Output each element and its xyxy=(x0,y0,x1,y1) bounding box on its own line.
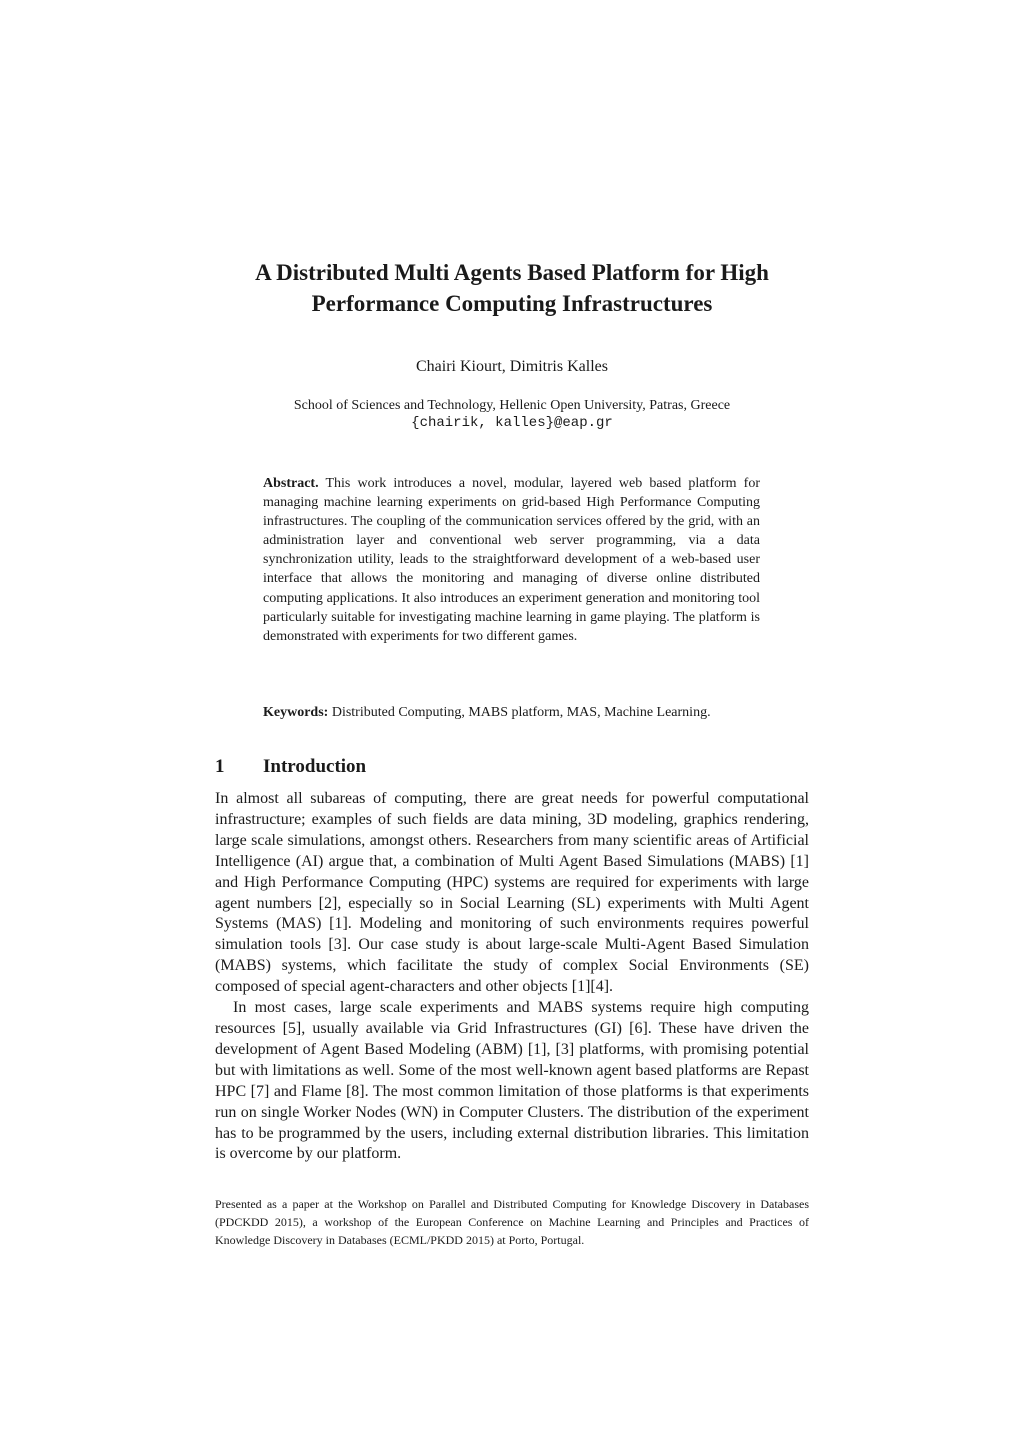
section-heading-introduction xyxy=(215,754,366,780)
author-email: {chairik, kalles}@eap.gr xyxy=(411,415,613,431)
paper-title xyxy=(180,257,844,319)
section-number: 1 xyxy=(215,756,225,777)
paper-title-line-1: A Distributed Multi Agents Based Platform for High xyxy=(255,260,769,285)
section-title: Introduction xyxy=(263,756,367,777)
author-list: Chairi Kiourt, Dimitris Kalles xyxy=(416,358,608,375)
abstract xyxy=(263,474,760,646)
author-affiliation: School of Sciences and Technology, Hellenic Open University, Patras, Greece xyxy=(293,398,731,413)
abstract-text: This work introduces a novel, modular, layered web based platform for managing machine learning experiments on grid-based High Performance Computing infrastructures. The coupling of the communication services offered by the grid, with an administration layer and conventional web server programming, via a data synchronization utility, leads to the straightforward development of a web-based user interface that allows the monitoring and managing of diverse online distributed computing applications. It also introduces an experiment generation and monitoring tool particularly suitable for investigating machine learning in game playing. The platform is demonstrated with experiments for two different games. xyxy=(263,476,760,644)
keywords-label: Keywords: xyxy=(263,705,329,720)
keywords-text: Distributed Computing, MABS platform, MAS, Machine Learning. xyxy=(331,705,711,720)
abstract-label: Abstract. xyxy=(263,476,319,491)
introduction-body xyxy=(215,789,809,1165)
intro-paragraph-2: In most cases, large scale experiments and MABS systems require high computing resources [5], usually available via Grid Infrastructures (GI) [6]. These have driven the development of Agent Based Modeling (ABM) [1], [3] platforms, with promising potential but with limitations as well. Some of the most well-known agent based platforms are Repast HPC [7] and Flame [8]. The most common limitation of those platforms is that experiments run on single Worker Nodes (WN) in Computer Clusters. The distribution of the experiment has to be programmed by the users, including external distribution libraries. This limitation is overcome by our platform. xyxy=(215,999,809,1163)
intro-paragraph-1: In almost all subareas of computing, there are great needs for powerful computational infrastructure; examples of such fields are data mining, 3D modeling, graphics rendering, large scale simulations, amongst others. Researchers from many scientific areas of Artificial Intelligence (AI) argue that, a combination of Multi Agent Based Simulations (MABS) [1] and High Performance Computing (HPC) systems are required for experiments with large agent numbers [2], especially so in Social Learning (SL) experiments with Multi Agent Systems (MAS) [1]. Modeling and monitoring of such environments requires powerful simulation tools [3]. Our case study is about large-scale Multi-Agent Based Simulation (MABS) systems, which facilitate the study of complex Social Environments (SE) composed of special agent-characters and other objects [1][4]. xyxy=(215,790,809,996)
footnote: Presented as a paper at the Workshop on Parallel and Distributed Computing for Knowledge Discovery in Databases (PDCKDD 2015), a workshop of the European Conference on Machine Learning and Principles and Practices of Knowledge Discovery in Databases (ECML/PKDD 2015) at Porto, Portugal. xyxy=(215,1197,809,1247)
keywords xyxy=(263,703,783,722)
paper-title-line-2: Performance Computing Infrastructures xyxy=(311,291,713,316)
